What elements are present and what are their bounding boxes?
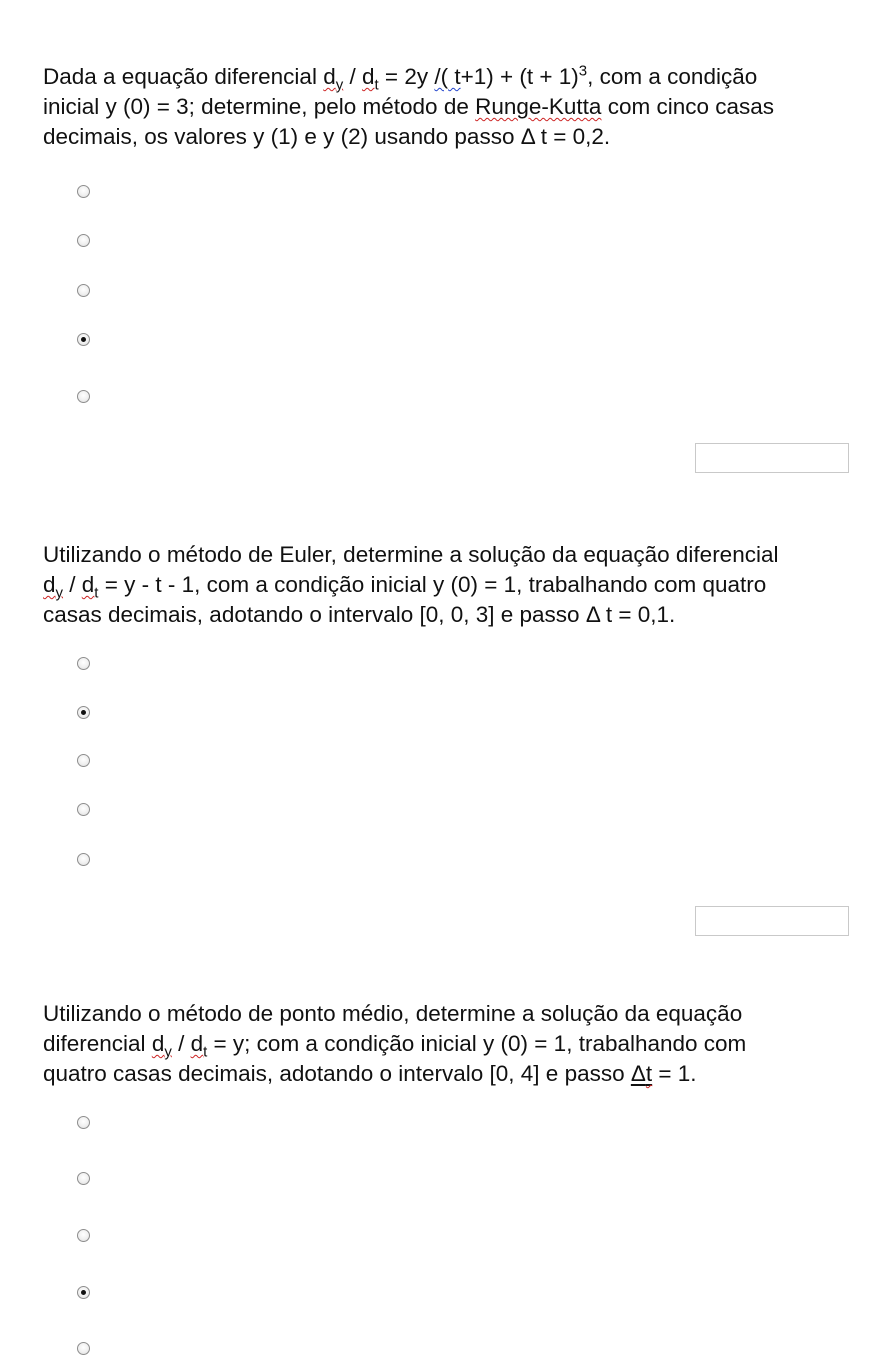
question-1-option-2-radio[interactable] [77, 234, 90, 247]
dt-term: $d_t$ [81, 572, 99, 602]
question-1-answer-box[interactable] [695, 443, 849, 473]
question-3-option-3-radio[interactable] [77, 1229, 90, 1242]
grammar-flag: /( t [434, 64, 461, 89]
question-1-option-4-radio[interactable] [77, 333, 90, 346]
question-2-option-4-radio[interactable] [77, 803, 90, 816]
dy-term: $d_y$ [323, 64, 344, 94]
dt-term: $d_t$ [361, 64, 379, 94]
question-3-line-1: Utilizando o método de ponto médio, determine a solução da equação [43, 1001, 743, 1026]
question-2-line-2: $d_y / d_t = y - t - 1$, com a condição inicial y (0) = 1, trabalhando com quatro [43, 572, 767, 602]
question-1-line-3: decimais, os valores y (1) e y (2) usando passo Δ t = 0,2. [43, 124, 611, 149]
question-1-text [43, 62, 887, 152]
question-1-option-5-radio[interactable] [77, 390, 90, 403]
question-3-line-2: diferencial $d_y / d_t = y$; com a condição inicial y (0) = 1, trabalhando com [43, 1031, 747, 1061]
dt-term: $d_t$ [190, 1031, 208, 1061]
spell-flag: Runge-Kutta [475, 94, 602, 119]
exponent: 3 [578, 62, 588, 80]
question-3-text [43, 999, 887, 1089]
question-2-line-3: casas decimais, adotando o intervalo [0, 0, 3] e passo Δ t = 0,1. [43, 602, 676, 627]
question-2-answer-box[interactable] [695, 906, 849, 936]
dy-term: $d_y$ [43, 572, 64, 602]
question-2-option-1-radio[interactable] [77, 657, 90, 670]
question-3-line-3: quatro casas decimais, adotando o intervalo [0, 4] e passo Δt = 1. [43, 1061, 697, 1086]
question-2-option-2-radio[interactable] [77, 706, 90, 719]
question-2-text [43, 540, 887, 630]
question-2-option-5-radio[interactable] [77, 853, 90, 866]
question-1-option-1-radio[interactable] [77, 185, 90, 198]
dy-term: $d_y$ [151, 1031, 172, 1061]
question-2-line-1: Utilizando o método de Euler, determine a solução da equação diferencial [43, 542, 779, 567]
question-3-option-5-radio[interactable] [77, 1342, 90, 1355]
question-3-option-2-radio[interactable] [77, 1172, 90, 1185]
question-1-option-3-radio[interactable] [77, 284, 90, 297]
question-2-option-3-radio[interactable] [77, 754, 90, 767]
delta-term: Δt [630, 1061, 653, 1086]
question-1-line-2: inicial y (0) = 3; determine, pelo método de Runge-Kutta com cinco casas [43, 94, 775, 119]
question-1-line-1: Dada a equação diferencial $d_y / d_t = 2y$ /( $t+1) + (t + 1)^3$, com a condição [43, 62, 758, 94]
question-3-option-1-radio[interactable] [77, 1116, 90, 1129]
question-3-option-4-radio[interactable] [77, 1286, 90, 1299]
